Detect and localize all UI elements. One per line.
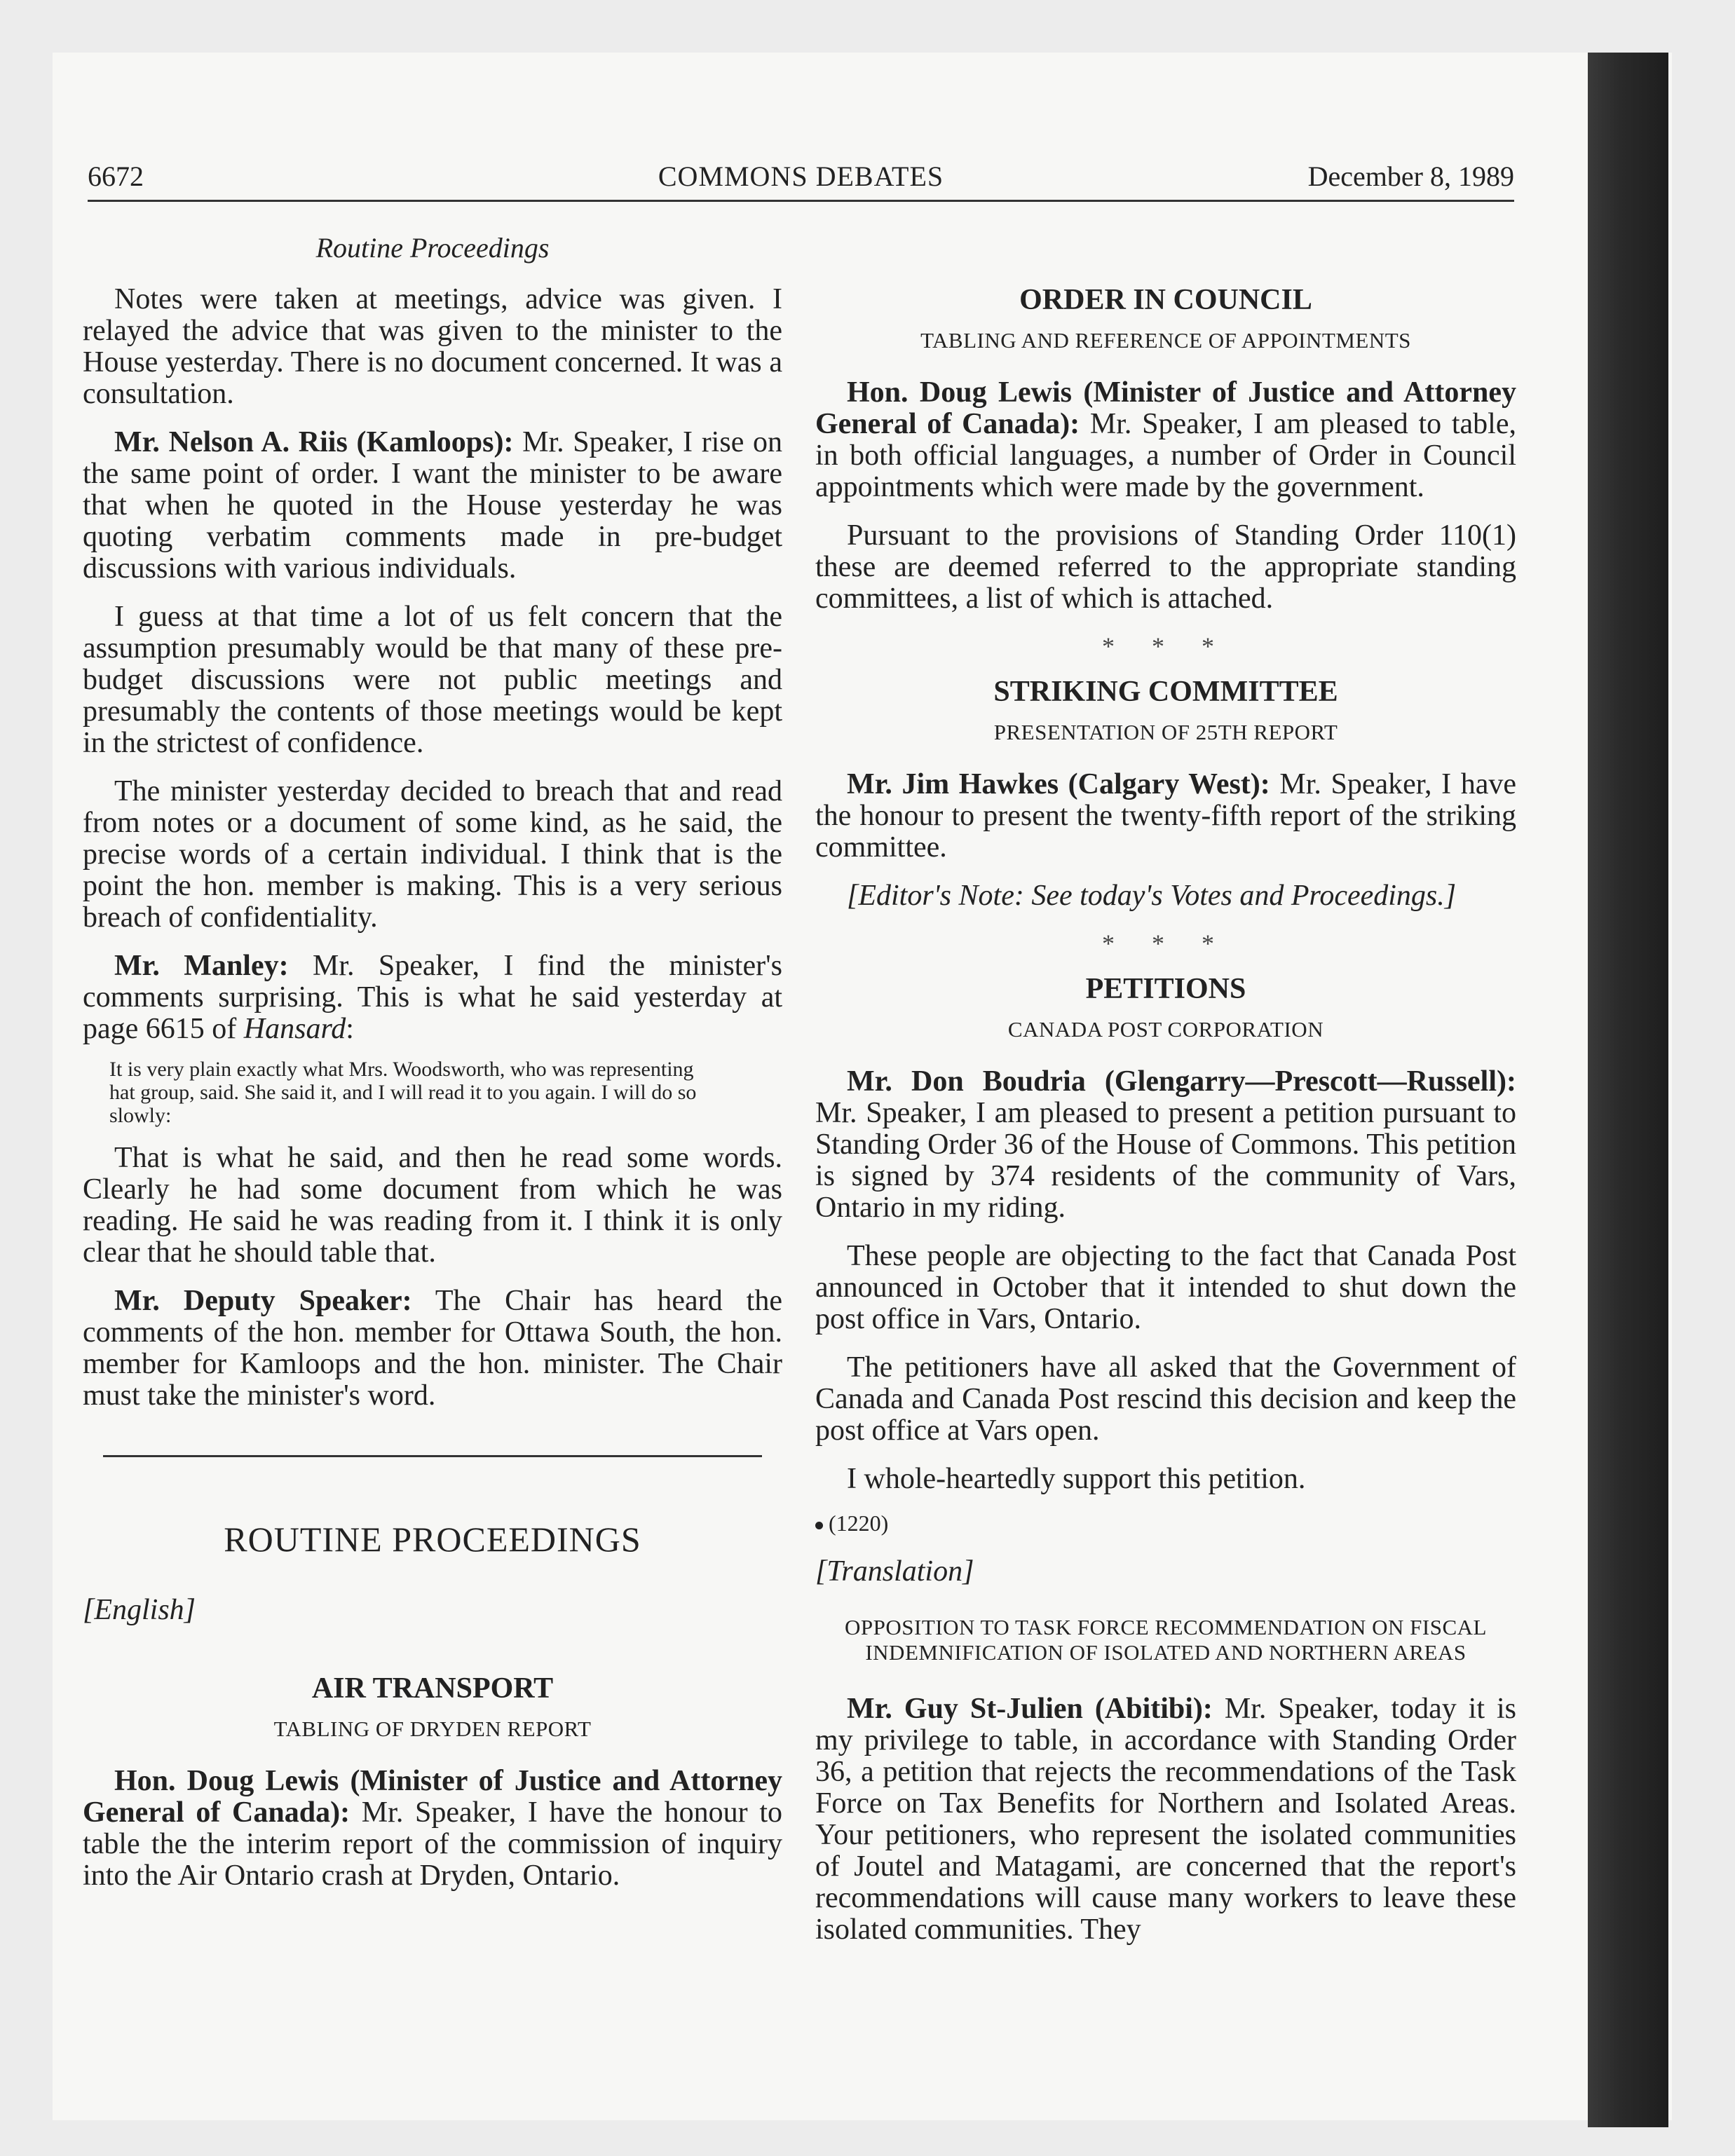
speaker-name: Mr. Guy St-Julien (Abitibi):: [847, 1693, 1213, 1725]
header-date: December 8, 1989: [1307, 161, 1514, 192]
paragraph: I whole-heartedly support this petition.: [847, 1463, 1306, 1495]
paragraph: The minister yesterday decided to breach that and read from notes or a document of some kind, as he said, the precise words of a certain individual. I think that is the point the hon. member is making. This is a very serious breach of confidentiality.: [83, 775, 782, 934]
paragraph: Hon. Doug Lewis (Minister of Justice and Attorney General of Canada): Mr. Speaker, I am pleased to table, in both official languages, a number of Order in Council appointments which were made by the government.: [815, 376, 1516, 503]
subject-subheading: TABLING OF DRYDEN REPORT: [273, 1717, 592, 1741]
paragraph: Hon. Doug Lewis (Minister of Justice and Attorney General of Canada): Mr. Speaker, I have the honour to table the the interim report of the commission of inquiry into the Air Ontario crash at Dryden, Ontario.: [83, 1765, 782, 1892]
speaker-name: Mr. Manley:: [114, 950, 289, 982]
speaker-name: Hon. Doug Lewis (Minister of Justice and Attorney General of Canada):: [815, 376, 1516, 440]
time-marker: (1220): [815, 1510, 1516, 1536]
speaker-name: Mr. Nelson A. Riis (Kamloops):: [114, 426, 514, 458]
paragraph: Mr. Don Boudria (Glengarry—Prescott—Russell): Mr. Speaker, I am pleased to present a petition pursuant to Standing Order 36 of the House of Commons. This petition is signed by 374 residents of the community of Vars, Ontario in my riding.: [815, 1065, 1516, 1224]
language-marker: [Translation]: [815, 1555, 974, 1588]
subject-subheading: CANADA POST CORPORATION: [1007, 1017, 1324, 1042]
paragraph: Mr. Manley: Mr. Speaker, I find the minister's comments surprising. This is what he said yesterday at page 6615 of Hansard:: [83, 950, 782, 1045]
language-marker: [English]: [83, 1594, 196, 1626]
speaker-name: Hon. Doug Lewis (Minister of Justice and Attorney General of Canada):: [83, 1765, 782, 1829]
speaker-name: Mr. Don Boudria (Glengarry—Prescott—Russell):: [847, 1065, 1516, 1098]
block-quote: It is very plain exactly what Mrs. Woodsworth, who was representing hat group, said. She said it, and I will read it to you again. I will do so slowly:: [109, 1058, 697, 1127]
subject-heading: PETITIONS: [1085, 973, 1246, 1005]
paragraph: Notes were taken at meetings, advice was given. I relayed the advice that was given to the minister to the House yesterday. There is no document concerned. It was a consultation.: [83, 283, 782, 410]
publication-title: COMMONS DEBATES: [658, 161, 944, 192]
paragraph: Mr. Jim Hawkes (Calgary West): Mr. Speaker, I have the honour to present the twenty-fifth report of the striking committee.: [815, 768, 1516, 864]
subject-heading: AIR TRANSPORT: [311, 1672, 554, 1705]
section-divider: [103, 1455, 762, 1457]
bullet-icon: [815, 1522, 823, 1529]
page-number: 6672: [88, 161, 144, 192]
paragraph: That is what he said, and then he read some words. Clearly he had some document from which he was reading. He said he was reading from it. I think it is only clear that he should table that.: [83, 1142, 782, 1269]
subject-subheading: OPPOSITION TO TASK FORCE RECOMMENDATION ON FISCAL INDEMNIFICATION OF ISOLATED AND NORTHERN AREAS: [845, 1615, 1487, 1665]
paragraph: These people are objecting to the fact that Canada Post announced in October that it intended to shut down the post office in Vars, Ontario.: [815, 1240, 1516, 1335]
subject-heading: ORDER IN COUNCIL: [1019, 284, 1312, 316]
subject-subheading: PRESENTATION OF 25TH REPORT: [993, 720, 1338, 744]
book-spine-shadow: [1588, 53, 1668, 2127]
subject-subheading: TABLING AND REFERENCE OF APPOINTMENTS: [920, 328, 1411, 353]
paragraph: Mr. Nelson A. Riis (Kamloops): Mr. Speaker, I rise on the same point of order. I want the minister to be aware that when he quoted in the House yesterday he was quoting verbatim comments made in pre-budget discussions with various individuals.: [83, 426, 782, 585]
subject-heading: STRIKING COMMITTEE: [993, 676, 1338, 708]
running-head: Routine Proceedings: [315, 232, 550, 264]
section-separator-stars: * * *: [1102, 929, 1230, 957]
header-rule: [88, 200, 1514, 202]
page-header: [88, 160, 1514, 202]
section-separator-stars: * * *: [1102, 632, 1230, 660]
left-column: [83, 231, 782, 1909]
paragraph: Pursuant to the provisions of Standing Order 110(1) these are deemed referred to the appropriate standing committees, a list of which is attached.: [815, 519, 1516, 615]
right-column: [815, 231, 1516, 1963]
speaker-name: Mr. Jim Hawkes (Calgary West):: [847, 768, 1270, 800]
editors-note: [Editor's Note: See today's Votes and Proceedings.]: [847, 880, 1457, 912]
paragraph: The petitioners have all asked that the Government of Canada and Canada Post rescind this decision and keep the post office at Vars open.: [815, 1351, 1516, 1447]
paragraph: Mr. Guy St-Julien (Abitibi): Mr. Speaker, today it is my privilege to table, in accordance with Standing Order 36, a petition that rejects the recommendations of the Task Force on Tax Benefits for Northern and Isolated Areas. Your petitioners, who represent the isolated communities of Joutel and Matagami, are concerned that the report's recommendations will cause many workers to leave these isolated communities. They: [815, 1693, 1516, 1946]
section-title: ROUTINE PROCEEDINGS: [224, 1520, 641, 1559]
paragraph: Mr. Deputy Speaker: The Chair has heard the comments of the hon. member for Ottawa South, the hon. member for Kamloops and the hon. minister. The Chair must take the minister's word.: [83, 1285, 782, 1412]
speaker-name: Mr. Deputy Speaker:: [114, 1285, 412, 1317]
paragraph: I guess at that time a lot of us felt concern that the assumption presumably would be that many of these pre-budget discussions were not public meetings and presumably the contents of those meetings would be kept in the strictest of confidence.: [83, 601, 782, 759]
